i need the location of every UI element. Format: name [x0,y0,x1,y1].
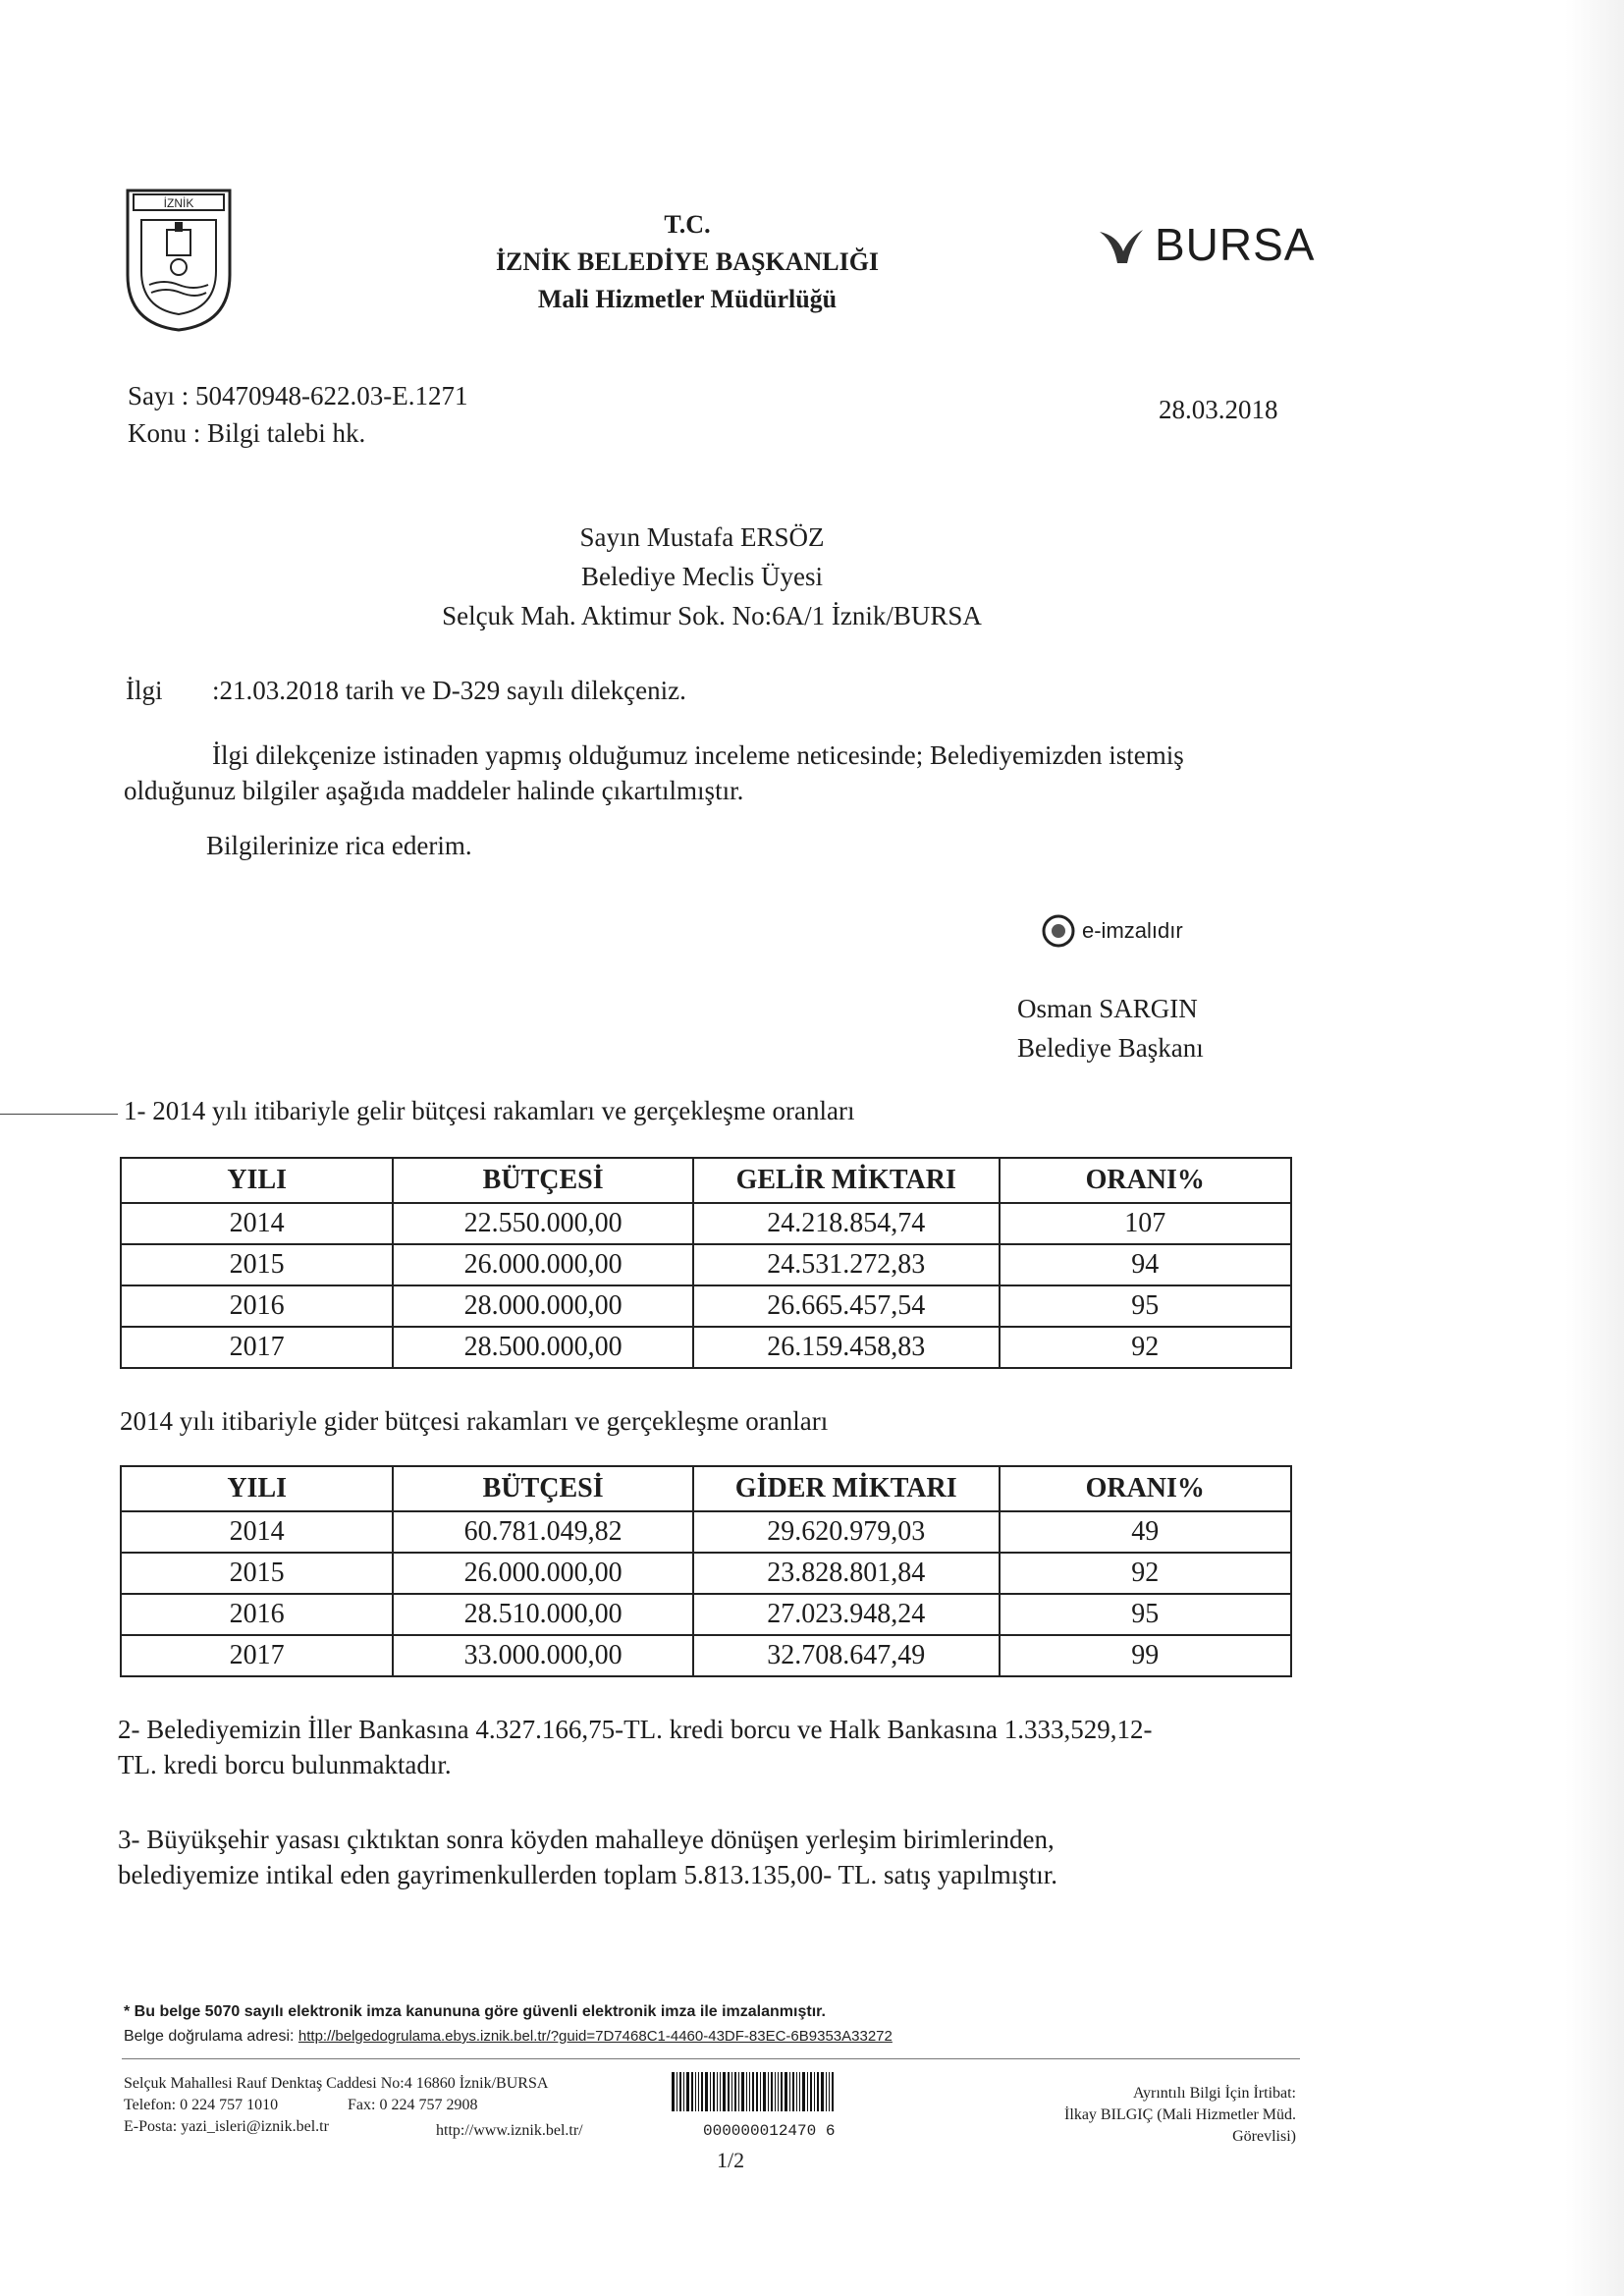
barcode-bar [771,2072,773,2111]
barcode-bar [695,2072,696,2111]
ilgi-label: İlgi [126,676,163,705]
barcode-bar [810,2072,812,2111]
cell-rate: 92 [1000,1327,1292,1368]
barcode-bar [705,2072,708,2111]
table-header-row [121,1466,1291,1511]
barcode-bar [826,2072,827,2111]
scan-line [0,1114,118,1115]
barcode-bar [691,2072,693,2111]
signatory-name: Osman SARGIN [1017,994,1198,1023]
cell-rate: 92 [1000,1553,1292,1594]
iznik-municipality-logo [120,187,238,334]
document-number: Sayı : 50470948-622.03-E.1271 [128,381,468,410]
barcode-bar [679,2072,681,2111]
paragraph-1-line-1: İlgi dilekçenize istinaden yapmış olduğumuz inceleme neticesinde; Belediyemizden istemiş [212,740,1184,770]
footer-email: E-Posta: yazi_isleri@iznik.bel.tr [124,2118,329,2135]
cell-amount: 32.708.647,49 [693,1635,1000,1676]
cell-year: 2015 [121,1244,393,1285]
cell-budget: 22.550.000,00 [393,1203,693,1244]
cell-budget: 60.781.049,82 [393,1511,693,1553]
cell-budget: 28.510.000,00 [393,1594,693,1635]
table-row [121,1327,1291,1368]
header-tc: T.C. [664,210,711,239]
cell-year: 2014 [121,1203,393,1244]
barcode-bar [683,2072,684,2111]
cell-rate: 49 [1000,1511,1292,1553]
barcode-bar [778,2072,779,2111]
cell-rate: 94 [1000,1244,1292,1285]
contact-label: Ayrıntılı Bilgi İçin İrtibat: [1132,2085,1296,2102]
barcode-bar [775,2072,776,2111]
table2-caption: 2014 yılı itibariyle gider bütçesi rakamları ve gerçekleşme oranları [120,1406,829,1436]
barcode-bar [746,2072,747,2111]
barcode [672,2072,834,2111]
table-row [121,1203,1291,1244]
paragraph-1-line-2: olduğunuz bilgiler aşağıda maddeler halinde çıkartılmıştır. [124,776,744,805]
ilgi-text: :21.03.2018 tarih ve D-329 sayılı dilekçeniz. [212,676,686,705]
contact-name: İlkay BILGIÇ (Mali Hizmetler Müd. [1064,2106,1296,2123]
cell-rate: 95 [1000,1285,1292,1327]
e-signature-icon [1041,913,1076,949]
paragraph-2: Bilgilerinize rica ederim. [206,831,472,860]
barcode-bar [731,2072,732,2111]
col-header-rate: ORANI% [1000,1158,1292,1203]
recipient-name: Sayın Mustafa ERSÖZ [579,522,825,552]
cell-amount: 24.531.272,83 [693,1244,1000,1285]
cell-budget: 26.000.000,00 [393,1553,693,1594]
cell-budget: 28.000.000,00 [393,1285,693,1327]
barcode-bar [720,2072,721,2111]
barcode-bars [672,2072,834,2111]
barcode-number: 000000012470 6 [703,2122,836,2140]
item-3-line-2: belediyemize intikal eden gayrimenkullerden toplam 5.813.135,00- TL. satış yapılmıştır. [118,1860,1058,1889]
barcode-bar [756,2072,758,2111]
barcode-bar [686,2072,689,2111]
barcode-bar [802,2072,805,2111]
verification-link[interactable]: http://belgedogrulama.ebys.iznik.bel.tr/?guid=7D7468C1-4460-43DF-83EC-6B9353A33272 [298,2028,893,2045]
signatory-title: Belediye Başkanı [1017,1033,1204,1063]
bursa-tulip-icon [1092,224,1151,278]
barcode-bar [821,2072,824,2111]
scan-edge-shadow [1565,0,1624,2296]
cell-year: 2016 [121,1285,393,1327]
cell-year: 2017 [121,1327,393,1368]
e-signature-label: e-imzalıdır [1082,918,1183,943]
barcode-bar [796,2072,797,2111]
cell-budget: 26.000.000,00 [393,1244,693,1285]
document-date: 28.03.2018 [1159,395,1278,424]
footer-fax: Fax: 0 224 757 2908 [348,2097,478,2113]
item-2-line-1: 2- Belediyemizin İller Bankasına 4.327.166,75-TL. kredi borcu ve Halk Bankasına 1.333,529,12- [118,1715,1153,1744]
table-row [121,1285,1291,1327]
barcode-bar [698,2072,699,2111]
table-header-row [121,1158,1291,1203]
barcode-bar [672,2072,675,2111]
revenue-budget-table [120,1157,1292,1369]
cell-rate: 107 [1000,1203,1292,1244]
item-3-line-1: 3- Büyükşehir yasası çıktıktan sonra köyden mahalleye dönüşen yerleşim birimlerinden, [118,1825,1055,1854]
barcode-bar [829,2072,830,2111]
barcode-bar [738,2072,739,2111]
barcode-bar [760,2072,761,2111]
cell-rate: 99 [1000,1635,1292,1676]
barcode-bar [817,2072,819,2111]
table-row [121,1553,1291,1594]
barcode-bar [781,2072,783,2111]
barcode-bar [789,2072,790,2111]
cell-rate: 95 [1000,1594,1292,1635]
e-signature-legal-note: * Bu belge 5070 sayılı elektronik imza kanununa göre güvenli elektronik imza ile imzalanmıştır. [124,2003,826,2020]
col-header-year: YILI [121,1158,393,1203]
cell-amount: 26.159.458,83 [693,1327,1000,1368]
page-number: 1/2 [717,2148,745,2172]
barcode-bar [792,2072,794,2111]
letterhead [471,206,903,318]
table-row [121,1244,1291,1285]
footer-divider [122,2058,1300,2059]
col-header-budget: BÜTÇESİ [393,1158,693,1203]
barcode-bar [832,2072,834,2111]
cell-year: 2014 [121,1511,393,1553]
barcode-bar [799,2072,800,2111]
barcode-bar [785,2072,787,2111]
col-header-expense: GİDER MİKTARI [693,1466,1000,1511]
cell-amount: 26.665.457,54 [693,1285,1000,1327]
footer-address: Selçuk Mahallesi Rauf Denktaş Caddesi No:4 16860 İznik/BURSA [124,2075,549,2092]
barcode-bar [763,2072,766,2111]
cell-budget: 33.000.000,00 [393,1635,693,1676]
barcode-bar [728,2072,730,2111]
logo-top-text: İZNİK [163,196,194,210]
barcode-bar [701,2072,703,2111]
recipient-address: Selçuk Mah. Aktimur Sok. No:6A/1 İznik/BURSA [442,601,982,630]
cell-amount: 29.620.979,03 [693,1511,1000,1553]
verification-label: Belge doğrulama adresi: [124,2028,295,2045]
cell-amount: 27.023.948,24 [693,1594,1000,1635]
footer-website: http://www.iznik.bel.tr/ [436,2122,583,2139]
barcode-bar [752,2072,754,2111]
barcode-bar [723,2072,726,2111]
col-header-budget: BÜTÇESİ [393,1466,693,1511]
barcode-bar [713,2072,715,2111]
header-institution: İZNİK BELEDİYE BAŞKANLIĞI [495,247,880,276]
cell-year: 2016 [121,1594,393,1635]
barcode-bar [734,2072,736,2111]
barcode-bar [717,2072,718,2111]
barcode-bar [710,2072,711,2111]
contact-role: Görevlisi) [1232,2128,1296,2145]
header-department: Mali Hizmetler Müdürlüğü [537,285,838,313]
table-row [121,1594,1291,1635]
table-row [121,1511,1291,1553]
cell-year: 2017 [121,1635,393,1676]
barcode-bar [741,2072,744,2111]
cell-year: 2015 [121,1553,393,1594]
document-subject: Konu : Bilgi talebi hk. [128,418,366,448]
cell-budget: 28.500.000,00 [393,1327,693,1368]
table1-caption: 1- 2014 yılı itibariyle gelir bütçesi rakamları ve gerçekleşme oranları [124,1096,855,1125]
expense-budget-table [120,1465,1292,1677]
e-signature-stamp [1041,913,1183,949]
cell-amount: 23.828.801,84 [693,1553,1000,1594]
barcode-bar [814,2072,815,2111]
footer-phone: Telefon: 0 224 757 1010 [124,2097,279,2113]
barcode-bar [768,2072,769,2111]
bursa-logo-text: BURSA [1155,219,1316,270]
verification-line [124,2027,893,2047]
item-2-line-2: TL. kredi borcu bulunmaktadır. [118,1750,452,1779]
cell-amount: 24.218.854,74 [693,1203,1000,1244]
table-row [121,1635,1291,1676]
recipient-title: Belediye Meclis Üyesi [581,562,823,591]
barcode-bar [807,2072,808,2111]
col-header-rate: ORANI% [1000,1466,1292,1511]
col-header-revenue: GELİR MİKTARI [693,1158,1000,1203]
barcode-bar [749,2072,750,2111]
col-header-year: YILI [121,1466,393,1511]
